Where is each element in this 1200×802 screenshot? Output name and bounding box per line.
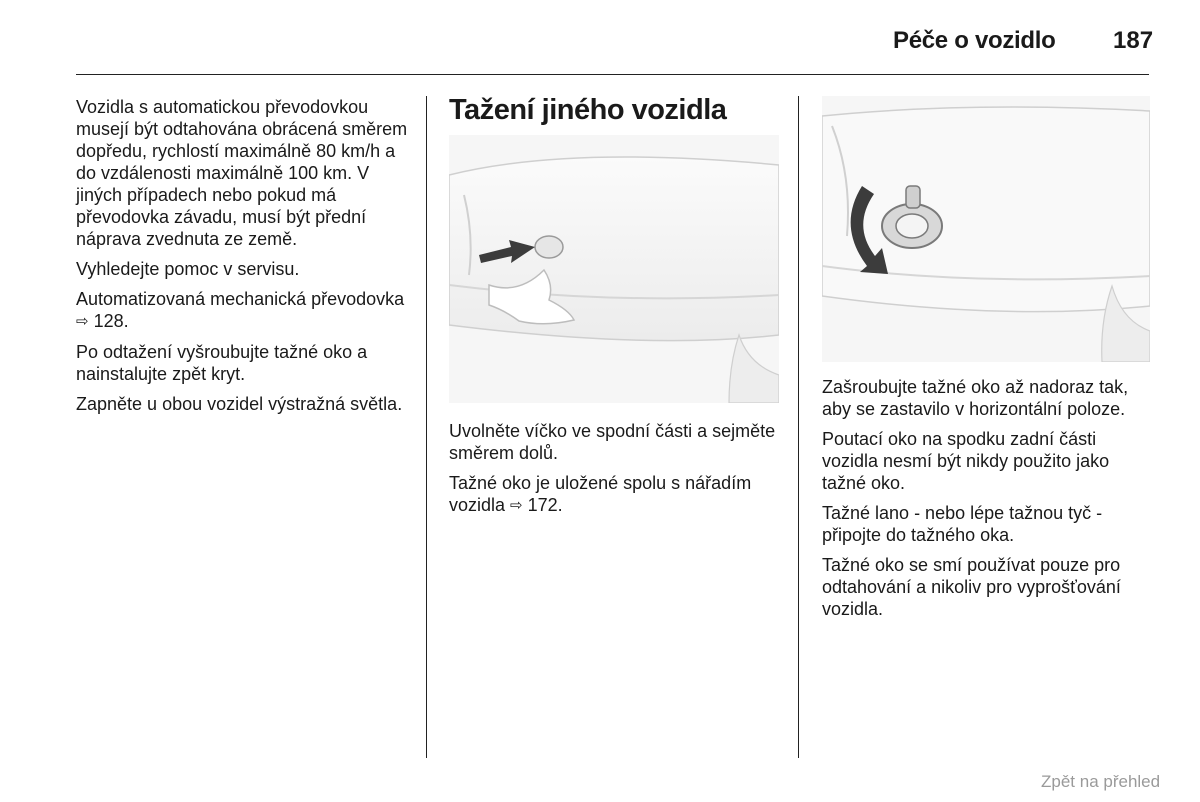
page-number: 187 xyxy=(1113,27,1154,54)
bumper-illustration-svg xyxy=(449,135,779,403)
section-heading: Tažení jiného vozidla xyxy=(449,94,727,126)
paragraph-towing-eye-location xyxy=(449,472,789,517)
paragraph-after-towing: Po odtažení vyšroubujte tažné oko a nainstalujte zpět kryt. xyxy=(76,342,368,384)
paragraph-lashing-eye-warning: Poutací oko na spodku zadní části vozidla nesmí být nikdy použito jako tažné oko. xyxy=(822,429,1110,493)
column-divider-left xyxy=(426,96,427,758)
towing-eye-screw-illustration xyxy=(822,96,1150,362)
column-1 xyxy=(76,96,411,423)
page-reference-arrow-icon[interactable]: ⇨ xyxy=(510,497,523,514)
paragraph-gearbox-reference xyxy=(76,288,411,333)
page-section-title: Péče o vozidlo xyxy=(893,27,1056,54)
reference-page-link[interactable]: 172. xyxy=(527,495,563,515)
paragraph-screw-in-eye: Zašroubujte tažné oko až nadoraz tak, aby se zastavilo v horizontální poloze. xyxy=(822,377,1129,419)
reference-page-link[interactable]: 128. xyxy=(93,311,129,331)
paragraph-tow-rope: Tažné lano - nebo lépe tažnou tyč - připojte do tažného oka. xyxy=(822,503,1103,545)
paragraph-towing-automatic: Vozidla s automatickou převodovkou musejí být odtahována obrácená směrem dopředu, rychlostí maximálně 80 km/h a do vzdálenosti maximálně 100 km. V jiných případech nebo pokud má převodovka závadu, musí být přední náprava zvednuta ze země. xyxy=(76,97,408,249)
paragraph-towing-only: Tažné oko se smí používat pouze pro odtahování a nikoliv pro vyprošťování vozidla. xyxy=(822,555,1121,619)
paragraph-release-cover: Uvolněte víčko ve spodní části a sejměte směrem dolů. xyxy=(449,421,776,463)
towing-eye-illustration-svg xyxy=(822,96,1150,362)
paragraph-hazard-lights: Zapněte u obou vozidel výstražná světla. xyxy=(76,394,403,414)
header-divider xyxy=(76,74,1149,75)
column-divider-right xyxy=(798,96,799,758)
paragraph-service-help: Vyhledejte pomoc v servisu. xyxy=(76,259,300,279)
column-3 xyxy=(822,376,1157,628)
bumper-cover-removal-illustration xyxy=(449,135,779,403)
page-reference-arrow-icon[interactable]: ⇨ xyxy=(76,313,89,330)
back-to-overview-link[interactable]: Zpět na přehled xyxy=(1041,772,1161,791)
reference-text: Tažné oko je uložené spolu s nářadím vozidla xyxy=(449,473,752,515)
column-2 xyxy=(449,420,789,525)
reference-text: Automatizovaná mechanická převodovka xyxy=(76,289,405,309)
